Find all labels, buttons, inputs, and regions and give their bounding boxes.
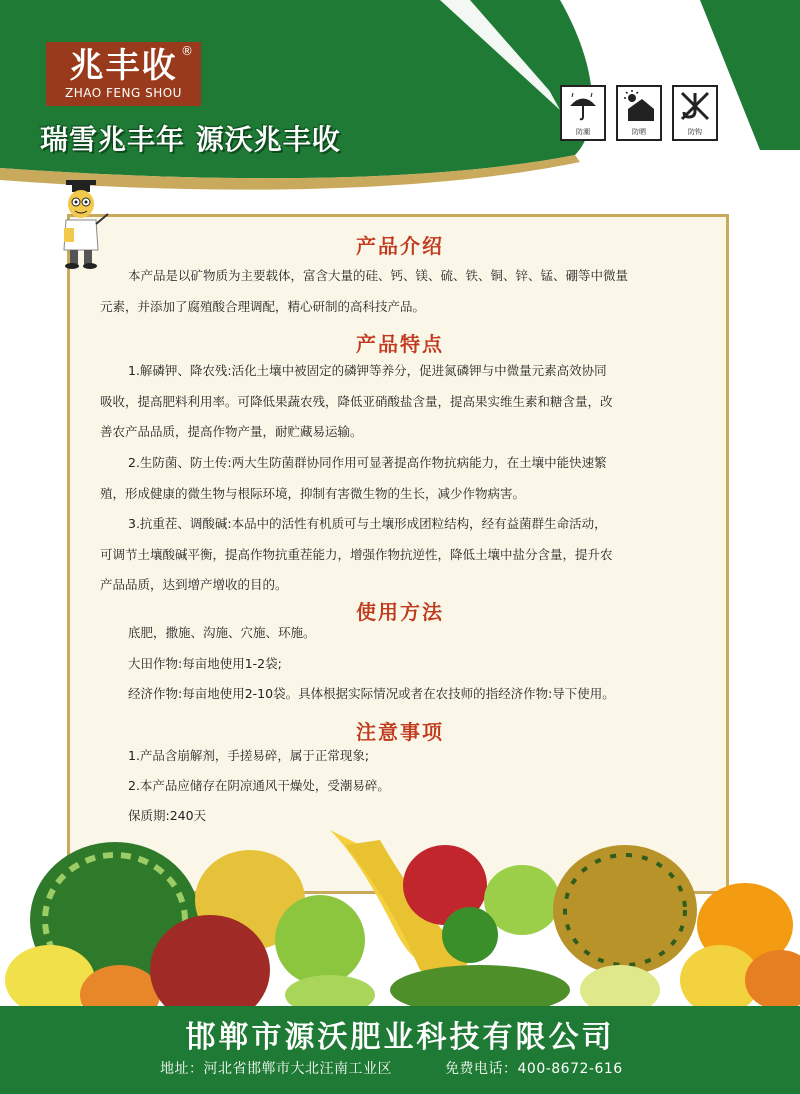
company-address: 地址：河北省邯郸市大北汪南工业区 xyxy=(160,1061,392,1077)
feature-line: 吸收，提高肥料利用率。可降低果蔬农残，降低亚硝酸盐含量，提高果实维生素和糖含量，改 xyxy=(100,394,613,409)
moisture-proof-sign xyxy=(560,85,606,141)
no-hook-icon xyxy=(678,89,712,123)
no-hook-sign xyxy=(672,85,718,141)
company-name: 邯郸市源沃肥业科技有限公司 xyxy=(185,1020,615,1055)
sign-label: 防钩 xyxy=(688,128,702,136)
notes-title: 注意事项 xyxy=(356,720,444,744)
fruit-image xyxy=(0,820,800,1010)
intro-title: 产品介绍 xyxy=(356,234,444,258)
feature-line: 1.解磷钾、降农残:活化土壤中被固定的磷钾等养分，促进氮磷钾与中微量元素高效协同 xyxy=(128,363,607,378)
registered-mark: ® xyxy=(181,44,193,58)
sun-proof-sign xyxy=(616,85,662,141)
brand-logo xyxy=(46,42,201,106)
sun-house-icon xyxy=(622,89,656,123)
sign-label: 防潮 xyxy=(576,128,590,136)
notes-line: 1.产品含崩解剂，手搓易碎，属于正常现象; xyxy=(128,748,370,763)
intro-line: 元素，并添加了腐殖酸合理调配，精心研制的高科技产品。 xyxy=(100,299,426,314)
slogan: 瑞雪兆丰年 源沃兆丰收 xyxy=(40,123,341,156)
shelf-life: 保质期:240天 xyxy=(128,808,207,823)
logo-english-text: ZHAO FENG SHOU xyxy=(65,86,182,100)
notes-line: 2.本产品应储存在阴凉通风干燥处，受潮易碎。 xyxy=(128,778,390,793)
logo-chinese-text: 兆丰收 xyxy=(69,46,178,86)
umbrella-icon xyxy=(566,89,600,123)
feature-line: 产品品质，达到增产增收的目的。 xyxy=(100,577,288,592)
feature-line: 可调节土壤酸碱平衡，提高作物抗重茬能力，增强作物抗逆性，降低土壤中盐分含量，提升农 xyxy=(100,547,613,562)
intro-line: 本产品是以矿物质为主要载体，富含大量的硅、钙、镁、硫、铁、铜、锌、锰、硼等中微量 xyxy=(128,268,629,283)
feature-line: 3.抗重茬、调酸碱:本品中的活性有机质可与土壤形成团粒结构，经有益菌群生命活动， xyxy=(128,516,607,531)
usage-title: 使用方法 xyxy=(356,600,444,624)
usage-line: 底肥，撒施、沟施、穴施、环施。 xyxy=(128,625,316,640)
hotline: 免费电话：400-8672-616 xyxy=(445,1061,623,1077)
usage-line: 经济作物:每亩地使用2-10袋。具体根据实际情况或者在农技师的指经济作物:导下使用。 xyxy=(128,686,615,701)
feature-line: 殖，形成健康的微生物与根际环境，抑制有害微生物的生长，减少作物病害。 xyxy=(100,486,526,501)
sign-label: 防晒 xyxy=(632,128,646,136)
features-title: 产品特点 xyxy=(356,332,444,356)
feature-line: 善农产品品质，提高作物产量，耐贮藏易运输。 xyxy=(100,424,363,439)
feature-line: 2.生防菌、防土传:两大生防菌群协同作用可显著提高作物抗病能力，在土壤中能快速繁 xyxy=(128,455,607,470)
usage-line: 大田作物:每亩地使用1-2袋; xyxy=(128,656,282,671)
